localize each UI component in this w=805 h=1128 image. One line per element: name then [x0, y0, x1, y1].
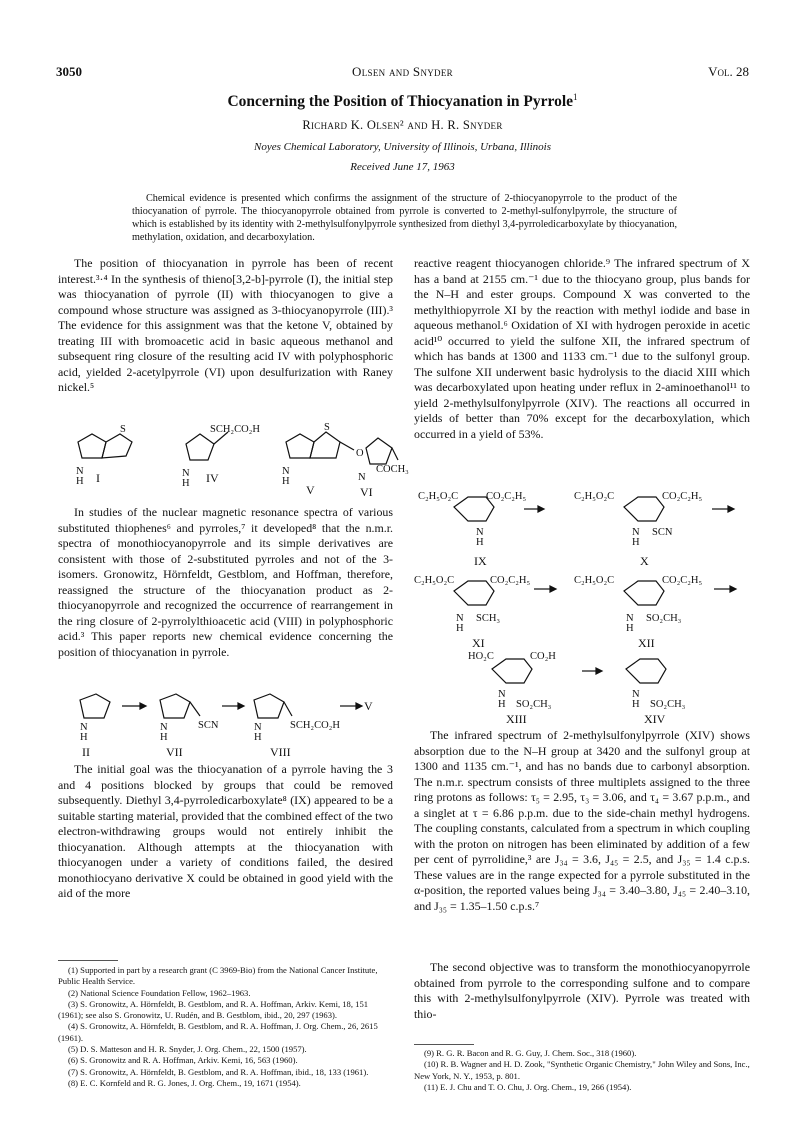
page-number: 3050 [56, 64, 82, 79]
substituent-so2ch3: SO₂CH₃ [646, 613, 682, 624]
atom-nh: N [632, 527, 640, 538]
left-paragraph-1: The position of thiocyanation in pyrrole has been of recent interest.³·⁴ In the synthesis of thieno[3,2-b]-pyrrole (I), the initial step was thiocyanation of pyrrole (II) with thiocyanogen to give a compound whose structure was assigned as 3-thiocyanopyrrole (III).³ The evidence for this assignment was that the ketone V, obtained by treating III with bromoacetic acid in basic aqueous methanol and subsequent ring closure of the resulting acid IV with polyphosphoric acid, yielded 2-acetylpyrrole (VI) upon desulfurization with Raney nickel.⁵ [58, 256, 393, 394]
atom-h: H [498, 699, 506, 710]
compound-label: VI [360, 485, 373, 499]
substituent-scn: SCN [652, 527, 673, 538]
substituent-scn: SCN [198, 720, 219, 731]
compound-label: IX [474, 554, 487, 568]
compound-label: VIII [270, 745, 291, 759]
atom-h: H [476, 537, 484, 548]
atom-nh: N [476, 527, 484, 538]
footnote: (3) S. Gronowitz, A. Hörnfeldt, B. Gestblom, and R. A. Hoffman, Arkiv. Kemi, 18, 151 (1961); see also S. Gronowitz, U. Rudén, and B. Gestblom, ibid., 20, 297 (1963). [58, 998, 369, 1021]
footnote: (10) R. B. Wagner and H. D. Zook, "Synthetic Organic Chemistry," John Wiley and Sons, Inc., New York, N. Y., 1953, p. 801. [414, 1059, 750, 1081]
left-paragraph-3: The initial goal was the thiocyanation of a pyrrole having the 3 and 4 positions blocked by groups that could be removed subsequently. Diethyl 3,4-pyrroledicarboxylate⁸ (IX) appeared to be a suitable starting material, provided that the combined effect of the two electron-withdrawing groups would not entirely inhibit the thiocyanation. Although attempts at the thiocyanation with thiocyanogen under a variety of conditions failed, the desired monothiocyano derivative X could be obtained in good yield with the aid of the more [58, 762, 393, 900]
footnote: (7) S. Gronowitz, A. Hörnfeldt, B. Gestblom, and R. A. Hoffman, ibid., 18, 133 (1961). [68, 1066, 369, 1077]
compound-label: IV [206, 471, 219, 485]
running-header [56, 64, 749, 82]
scheme-thienopyrrole [58, 420, 409, 500]
atom-o: O [356, 448, 364, 459]
footnote: (9) R. G. R. Bacon and R. G. Guy, J. Chem. Soc., 318 (1960). [424, 1048, 637, 1058]
right-paragraph-3: The second objective was to transform the monothiocyanopyrrole obtained from pyrrole to the corresponding sulfone and to compare this with 2-methylsulfonylpyrrole (XIV). Pyrrole was treated with thio- [414, 960, 750, 1021]
substituent-sch2co2h: SCH₂CO₂H [290, 720, 340, 731]
atom-s: S [324, 422, 330, 433]
atom-h: H [626, 623, 634, 634]
title-footnote-mark: 1 [573, 92, 578, 102]
atom-h: H [160, 732, 168, 743]
compound-label: I [96, 471, 100, 485]
substituent-ester: CO₂C₂H₅ [486, 491, 527, 502]
substituent-so2ch3: SO₂CH₃ [516, 699, 552, 710]
volume-label: Vol. 28 [708, 64, 749, 79]
atom-nh: N [456, 613, 464, 624]
substituent-ester: C₂H₅O₂C [574, 575, 615, 586]
atom-h: H [182, 478, 190, 489]
atom-h: H [80, 732, 88, 743]
atom-h: H [254, 732, 262, 743]
atom-h: H [632, 699, 640, 710]
footnote: (2) National Science Foundation Fellow, 1962–1963. [68, 987, 251, 998]
footnote: (11) E. J. Chu and T. O. Chu, J. Org. Chem., 19, 266 (1954). [424, 1081, 632, 1092]
substituent-coch3: COCH₃ [376, 464, 409, 475]
substituent-acid: CO₂H [530, 651, 556, 662]
right-paragraph-2: The infrared spectrum of 2-methylsulfonylpyrrole (XIV) shows absorption due to the N–H group at 3420 and the sulfonyl group at 1300 and 1135 cm.⁻¹, and has no bands due to carbonyl absorption. The n.m.r. spectrum consists of three multiplets assigned to the three ring protons as follows: τ₅ = 2.95, τ₃ = 3.06, and τ₄ = 3.67 p.p.m., and a singlet at τ = 6.86 p.p.m. due to the side-chain methyl hydrogens. The coupling constants, calculated from a spectrum in which coupling with the proton on nitrogen has been eliminated by addition of a few per cent of pyrrolidine,³ are J₃₄ = 3.6, J₄₅ = 2.5, and J₃₅ = 1.4 c.p.s. These values are in the range expected for a pyrrole substituted in the α-position, the reported values being J₃₄ = 3.40–3.80, J₄₅ = 2.40–3.10, and J₃₅ = 1.35–1.50 c.p.s.⁷ [414, 728, 750, 913]
atom-nh: N [80, 722, 88, 733]
footnote-rule [414, 1044, 474, 1045]
atom-nh: N [626, 613, 634, 624]
compound-label: XII [638, 636, 655, 650]
atom-nh: N [358, 472, 366, 483]
footnote: (5) D. S. Matteson and H. R. Snyder, J. Org. Chem., 22, 1500 (1957). [68, 1044, 307, 1055]
substituent-ester: C₂H₅O₂C [418, 491, 459, 502]
substituent-ester: CO₂C₂H₅ [490, 575, 531, 586]
compound-label: V [306, 483, 315, 497]
atom-nh: N [76, 466, 84, 477]
footnote: (1) Supported in part by a research grant (C 3969-Bio) from the National Cancer Institute, Public Health Service. [58, 965, 378, 987]
compound-label: VII [166, 745, 183, 759]
substituent-sch2co2h: SCH₂CO₂H [210, 424, 260, 435]
substituent-ester: CO₂C₂H₅ [662, 575, 703, 586]
footnote: (4) S. Gronowitz, A. Hörnfeldt, B. Gestblom, and R. A. Hoffman, J. Org. Chem., 26, 2615 (1961). [58, 1021, 378, 1043]
substituent-ester: CO₂C₂H₅ [662, 491, 703, 502]
affiliation: Noyes Chemical Laboratory, University of Illinois, Urbana, Illinois [254, 141, 551, 153]
atom-nh: N [182, 468, 190, 479]
atom-nh: N [498, 689, 506, 700]
compound-label: II [82, 745, 90, 759]
footnote: (6) S. Gronowitz and R. A. Hoffman, Arkiv. Kemi, 16, 563 (1960). [68, 1055, 298, 1066]
scheme-thiocyanopyrrole [70, 688, 390, 758]
scheme-sulfonylpyrrole [412, 483, 752, 727]
footnotes-right [414, 1048, 750, 1093]
compound-label: XIII [506, 712, 527, 726]
atom-nh: N [254, 722, 262, 733]
atom-nh: N [632, 689, 640, 700]
substituent-acid: HO₂C [468, 651, 494, 662]
footnote-rule [58, 960, 118, 961]
atom-h: H [282, 476, 290, 487]
right-paragraph-1: reactive reagent thiocyanogen chloride.⁹ The infrared spectrum of X has a band at 2155 cm.⁻¹ due to the thiocyano group, plus bands for the N–H and ester groups. Compound X was converted to the methylthiopyrrole XI by the reaction with methyl iodide and base in aqueous methanol.⁶ Oxidation of XI with hydrogen peroxide in acetic acid¹⁰ occurred to yield the sulfone XII, the infrared spectrum of which has bands at 1300 and 1133 cm.⁻¹ due to the sulfonyl group. The sulfone XII underwent basic hydrolysis to the diacid XIII which was decarboxylated upon heating under reflux in 2-aminoethanol¹¹ to yield 2-methylsulfonylpyrrole (XIV). The reactions all occurred in yields of better than 70% except for the decarboxylation, which occurred in a yield of 53%. [414, 256, 750, 441]
article-title: Concerning the Position of Thiocyanation in Pyrrole$^1$ [227, 92, 578, 111]
compound-label: XIV [644, 712, 666, 726]
substituent-ester: C₂H₅O₂C [414, 575, 455, 586]
atom-h: H [76, 476, 84, 487]
compound-label: X [640, 554, 649, 568]
footnotes-left [58, 965, 393, 1089]
author-line: Richard K. Olsen² and H. R. Snyder [302, 118, 503, 132]
left-paragraph-2: In studies of the nuclear magnetic resonance spectra of various substituted thiophenes⁶ and pyrroles,⁷ it developed⁸ that the n.m.r. spectra of monothiocyanopyrrole and its simple derivatives are consistent with those of 2-substituted pyrroles and not of the 3-isomers. Gronowitz, Hörnfeldt, Gestblom, and Hoffman, therefore, reassigned the structure of the thiocyanation product as 2-thiocyanopyrrole and recognized the occurrence of rearrangement in the ring closure of 2-pyrrolylthioacetic acid (VIII) in polyphosphoric acid.³ This paper reports new chemical evidence concerning the position of thiocyanation in pyrrole. [58, 505, 393, 659]
atom-h: H [456, 623, 464, 634]
substituent-sch3: SCH₃ [476, 613, 501, 624]
abstract: Chemical evidence is presented which confirms the assignment of the structure of 2-thiocyanopyrrole to the product of the thiocyanation of pyrrole. The thiocyanopyrrole obtained from pyrrole is converted to 2-methyl-sulfonylpyrrole, the structure of which is established by its identity with 2-methylsulfonylpyrrole synthesized from diethyl 3,4-pyrroledicarboxylate by thiocyanation, methylation, oxidation, and decarboxylation. [132, 193, 677, 243]
compound-label: XI [472, 636, 485, 650]
atom-nh: N [282, 466, 290, 477]
running-title: Olsen and Snyder [352, 64, 453, 79]
atom-s: S [120, 424, 126, 435]
atom-nh: N [160, 722, 168, 733]
received-date: Received June 17, 1963 [350, 161, 455, 173]
atom-h: H [632, 537, 640, 548]
product-label: V [364, 699, 373, 713]
footnote: (8) E. C. Kornfeld and R. G. Jones, J. Org. Chem., 19, 1671 (1954). [68, 1077, 301, 1088]
substituent-ester: C₂H₅O₂C [574, 491, 615, 502]
substituent-so2ch3: SO₂CH₃ [650, 699, 686, 710]
